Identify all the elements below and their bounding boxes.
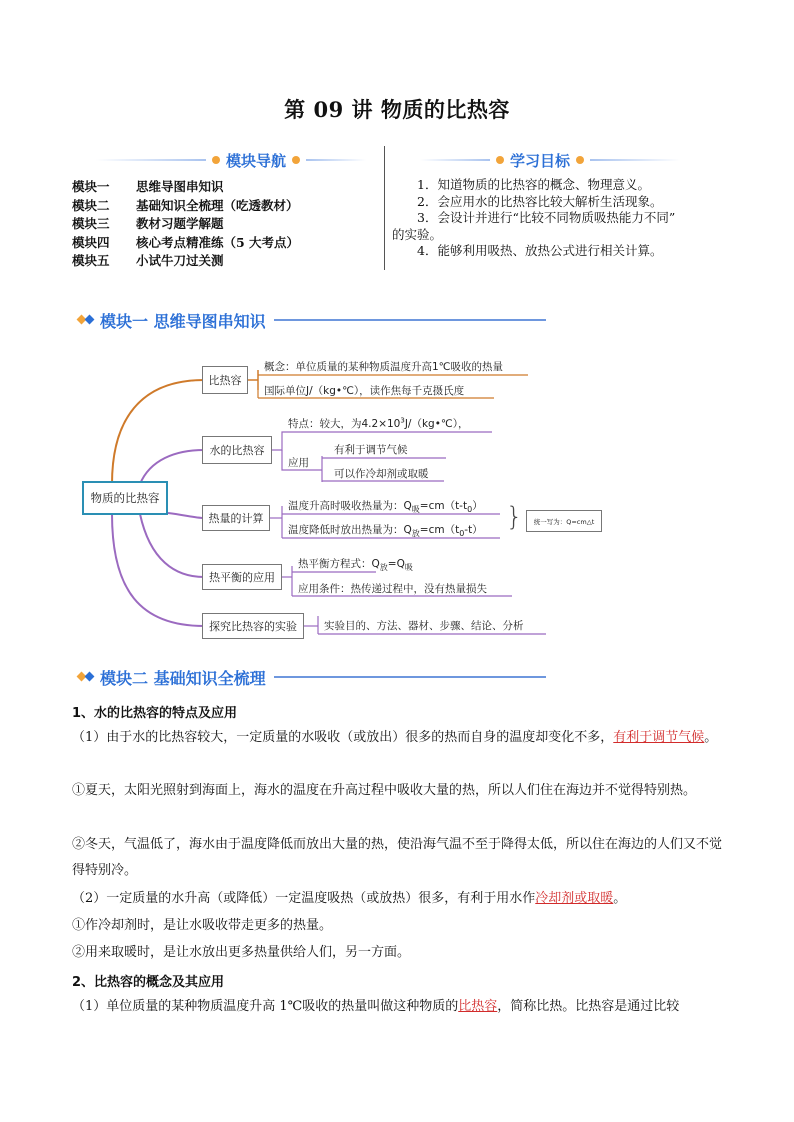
paragraph: （1）由于水的比热容较大，一定质量的水吸收（或放出）很多的热而自身的温度却变化不多，有利于调节气候。 [72, 730, 718, 745]
goal-item: 1．知道物质的比热容的概念、物理意义。 [417, 177, 650, 192]
mindmap-leaf-coolant: 可以作冷却剂或取暖 [334, 468, 429, 480]
goal-item: 4．能够利用吸热、放热公式进行相关计算。 [417, 243, 663, 258]
mindmap-branch-experiment: 探究比热容的实验 [202, 613, 304, 639]
key-term: 有利于调节气候 [613, 730, 705, 745]
mindmap-leaf-condition: 应用条件：热传递过程中，没有热量损失 [298, 583, 487, 595]
mindmap-unified-formula: 统一写为：Q=cm△t [526, 510, 602, 532]
learning-goals-heading: 学习目标 [510, 151, 571, 170]
paragraph: （2）一定质量的水升高（或降低）一定温度吸热（或放热）很多，有利于用水作冷却剂或取暖。 [72, 891, 627, 906]
paragraph: ①夏天，太阳光照射到海面上，海水的温度在升高过程中吸收大量的热，所以人们住在海边并不觉得特别热。 [72, 783, 697, 798]
nav-item[interactable]: 模块二 基础知识全梳理（吃透教材） [72, 197, 299, 213]
mindmap-branch-calculation: 热量的计算 [202, 505, 270, 531]
nav-item[interactable]: 模块四 核心考点精准练（5 大考点） [72, 234, 300, 250]
module2-header [78, 666, 546, 688]
mindmap-branch-equilibrium: 热平衡的应用 [202, 564, 282, 590]
module1-heading: 模块一 思维导图串知识 [100, 311, 266, 331]
mindmap-leaf-water-feature: 特点：较大，为$4.2\times 10^3J/(kg•℃)$， [288, 416, 469, 430]
section-heading: 1、水的比热容的特点及应用 [72, 706, 238, 721]
mindmap-leaf-experiment: 实验目的、方法、器材、步骤、结论、分析 [324, 620, 524, 632]
mindmap-leaf-unit: 国际单位J/（kg•℃），读作焦每千克摄氏度 [264, 385, 465, 397]
mindmap-leaf-equilibrium-eq: 热平衡方程式：$Q_放=Q_吸$ [298, 558, 413, 573]
mindmap-branch-water: 水的比热容 [202, 436, 272, 464]
mindmap-leaf-release-heat: 温度降低时放出热量为：$Q_放=cm(t_0-t)$ [288, 524, 483, 539]
goal-item: 的实验。 [392, 226, 443, 242]
goal-item: 2．会应用水的比热容比较大解析生活现象。 [417, 193, 663, 209]
paragraph: ②用来取暖时，是让水放出更多热量供给人们，另一方面。 [72, 945, 411, 960]
mindmap-root: 物质的比热容 [82, 481, 168, 515]
nav-item[interactable]: 模块三 教材习题学解题 [72, 216, 224, 231]
mindmap-leaf-concept: 概念：单位质量的某种物质温度升高1℃吸收的热量 [264, 361, 503, 373]
goal-item: 3．会设计并进行“比较不同物质吸热能力不同” [417, 210, 676, 225]
brace-icon: } [506, 502, 523, 532]
mindmap-leaf-climate: 有利于调节气候 [334, 444, 408, 456]
key-term: 冷却剂或取暖 [535, 891, 614, 906]
nav-item[interactable]: 模块一 思维导图串知识 [72, 179, 224, 194]
key-term: 比热容 [458, 999, 498, 1014]
module-nav-heading: 模块导航 [226, 151, 287, 170]
mindmap-branch-specific-heat: 比热容 [202, 366, 248, 394]
paragraph: ①作冷却剂时，是让水吸收带走更多的热量。 [72, 918, 333, 933]
nav-item[interactable]: 模块五 小试牛刀过关测 [72, 253, 224, 268]
module2-heading: 模块二 基础知识全梳理 [100, 668, 266, 688]
mindmap-leaf-application: 应用 [288, 457, 309, 469]
paragraph: ②冬天，气温低了，海水由于温度降低而放出大量的热，使沿海气温不至于降得太低，所以住在海边的人们又不觉得特别冷。 [72, 837, 723, 878]
paragraph: （1）单位质量的某种物质温度升高 1℃吸收的热量叫做这种物质的比热容，简称比热。比热容是通过比较 [72, 999, 680, 1014]
section-heading: 2、比热容的概念及其应用 [72, 975, 225, 990]
diamond-icon [78, 671, 96, 683]
page-title: 第 09 讲 物质的比热容 [284, 97, 510, 122]
mindmap-leaf-absorb-heat: 温度升高时吸收热量为：$Q_吸=cm(t-t_0)$ [288, 500, 483, 515]
